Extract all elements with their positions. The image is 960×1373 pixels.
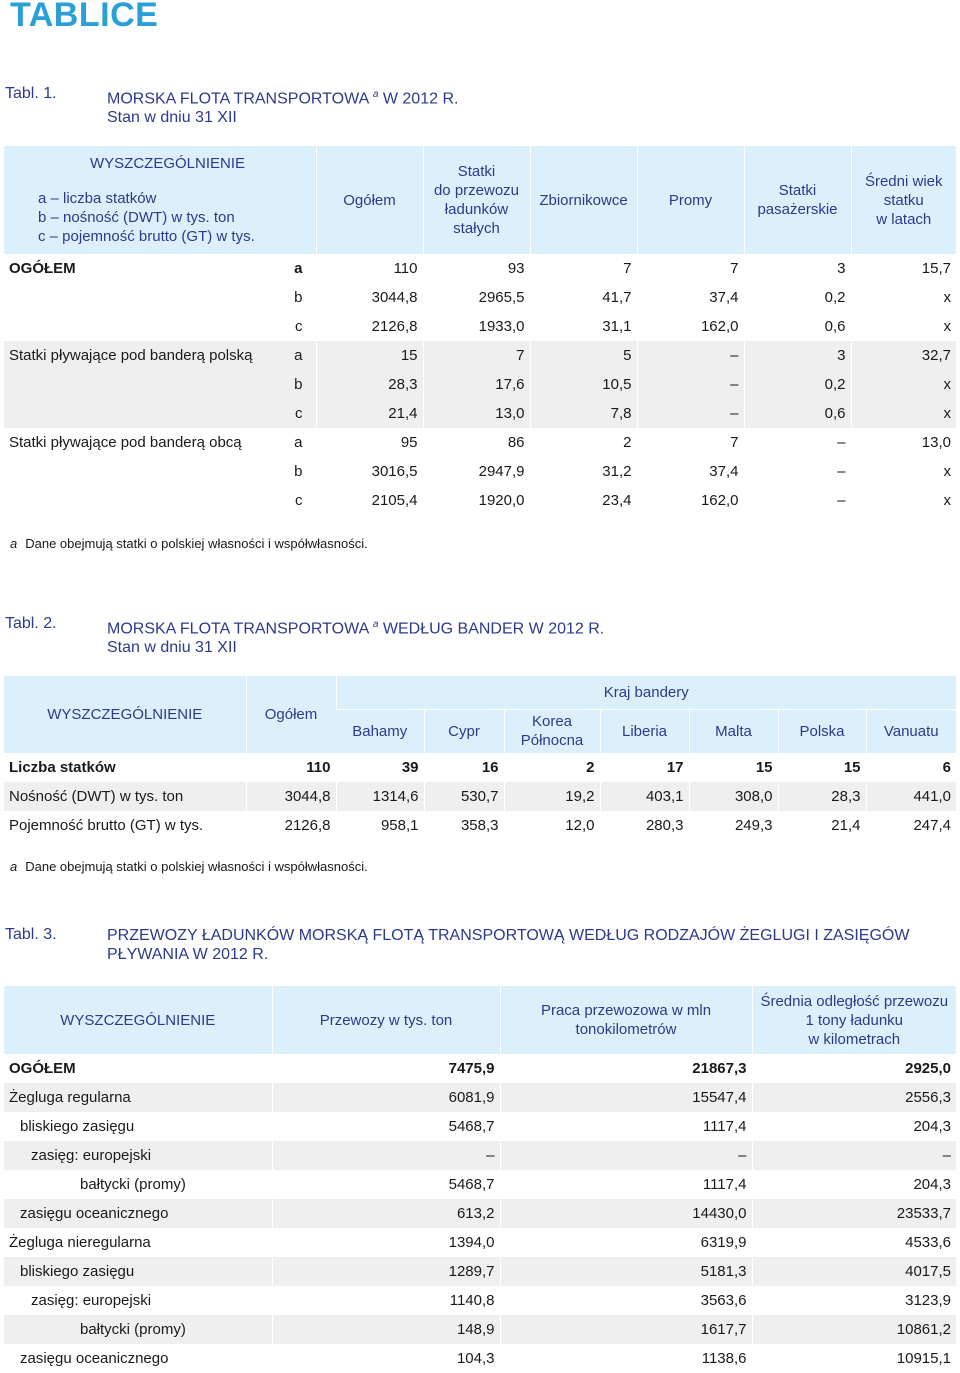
table-cell: 15 xyxy=(689,753,778,782)
table-cell: 86 xyxy=(423,428,530,457)
table-cell: 247,4 xyxy=(866,811,956,840)
table-cell: x xyxy=(851,457,956,486)
table-row xyxy=(4,486,956,515)
header-pasazerskie xyxy=(744,146,851,254)
row-key: a xyxy=(294,434,303,451)
row-label xyxy=(4,428,316,457)
header-wiek-l2: statku xyxy=(883,191,924,209)
table-cell: 17,6 xyxy=(423,370,530,399)
table-row xyxy=(4,1112,956,1141)
table1-body xyxy=(4,254,956,515)
header-statki-l1: Statki xyxy=(457,163,496,180)
row-label: bałtycki (promy) xyxy=(80,1176,186,1193)
table-row xyxy=(4,370,956,399)
table3-number: Tabl. 3. xyxy=(5,926,57,943)
table-cell: 16 xyxy=(424,753,504,782)
table-cell: 13,0 xyxy=(423,399,530,428)
table2-header-label: WYSZCZEGÓLNIENIE xyxy=(4,676,246,753)
table-cell: 280,3 xyxy=(600,811,689,840)
table-cell: 28,3 xyxy=(778,782,866,811)
row-label-text: Statki pływające pod banderą polską xyxy=(9,347,253,364)
row-label: bliskiego zasięgu xyxy=(4,1257,272,1286)
table-cell: 2947,9 xyxy=(423,457,530,486)
table-cell: 1117,4 xyxy=(500,1112,752,1141)
table-row xyxy=(4,753,956,782)
table-cell: 204,3 xyxy=(752,1112,956,1141)
row-label: zasięgu oceanicznego xyxy=(20,1350,169,1367)
row-key: b xyxy=(294,463,303,480)
row-label xyxy=(4,486,316,515)
table-cell: – xyxy=(744,457,851,486)
row-key: c xyxy=(295,318,303,335)
row-label: Żegluga regularna xyxy=(4,1083,272,1112)
table-cell: 7475,9 xyxy=(272,1054,500,1083)
table-cell: 162,0 xyxy=(637,312,744,341)
table-cell: 2 xyxy=(504,753,600,782)
table-cell: 39 xyxy=(336,753,424,782)
table-cell: 3 xyxy=(744,254,851,283)
table3-body xyxy=(4,1054,956,1373)
table-cell: 10915,1 xyxy=(752,1344,956,1373)
table-cell: 2 xyxy=(530,428,637,457)
footnote-mark: a xyxy=(10,859,18,874)
header-pas-l2: pasażerskie xyxy=(757,201,838,218)
table-cell: 14430,0 xyxy=(500,1199,752,1228)
legend-c: c – pojemność brutto (GT) w tys. xyxy=(38,228,255,245)
table-cell: 31,1 xyxy=(530,312,637,341)
table-row xyxy=(4,1199,956,1228)
row-label: Liczba statków xyxy=(9,759,116,776)
table-cell: 12,0 xyxy=(504,811,600,840)
row-label xyxy=(4,312,316,341)
table-cell: 5468,7 xyxy=(272,1170,500,1199)
header-sredni-wiek xyxy=(851,146,956,254)
table2-subtitle: Stan w dniu 31 XII xyxy=(107,639,237,657)
footnote-text: Dane obejmują statki o polskiej własności i współwłasności. xyxy=(25,536,368,551)
table-cell: 10861,2 xyxy=(752,1315,956,1344)
table-cell: 0,6 xyxy=(744,312,851,341)
table-cell: 31,2 xyxy=(530,457,637,486)
table-cell: 958,1 xyxy=(336,811,424,840)
row-label: zasięg: europejski xyxy=(31,1292,152,1309)
footnote-mark: a xyxy=(10,536,18,551)
table2-number: Tabl. 2. xyxy=(5,615,57,632)
table-cell: 21,4 xyxy=(316,399,423,428)
row-label xyxy=(4,457,316,486)
table-cell: 28,3 xyxy=(316,370,423,399)
table-cell: 0,2 xyxy=(744,283,851,312)
table-cell: 1138,6 xyxy=(500,1344,752,1373)
table-cell: 15 xyxy=(778,753,866,782)
table-cell: – xyxy=(637,341,744,370)
table3-title xyxy=(107,926,947,964)
table-row xyxy=(4,1344,956,1373)
table2-header-kraj: Kraj bandery xyxy=(336,676,956,709)
footnote-text: Dane obejmują statki o polskiej własności i współwłasności. xyxy=(25,859,368,874)
table-cell: 37,4 xyxy=(637,457,744,486)
table-row xyxy=(4,811,956,840)
table-row xyxy=(4,1228,956,1257)
table-cell: 23,4 xyxy=(530,486,637,515)
table-cell: 3 xyxy=(744,341,851,370)
row-label xyxy=(4,399,316,428)
row-key: b xyxy=(294,289,303,306)
table-cell: 6081,9 xyxy=(272,1083,500,1112)
table-cell: 17 xyxy=(600,753,689,782)
table-row xyxy=(4,782,956,811)
table-cell: 15 xyxy=(316,341,423,370)
table2-header-row1 xyxy=(4,676,956,709)
table-cell: 358,3 xyxy=(424,811,504,840)
table-cell: 41,7 xyxy=(530,283,637,312)
table-cell: 6319,9 xyxy=(500,1228,752,1257)
table-cell: x xyxy=(851,283,956,312)
table-cell: 7,8 xyxy=(530,399,637,428)
row-label: bliskiego zasięgu xyxy=(20,1118,135,1135)
table-row xyxy=(4,1286,956,1315)
row-label xyxy=(4,283,316,312)
header-promy: Promy xyxy=(637,146,744,254)
table-cell: – xyxy=(637,399,744,428)
row-key: b xyxy=(294,376,303,393)
table-cell: 5468,7 xyxy=(272,1112,500,1141)
table2-title xyxy=(107,615,947,657)
row-label: zasięgu oceanicznego xyxy=(4,1199,272,1228)
header-country: Korea Północna xyxy=(504,709,600,753)
table1-title-end: W 2012 R. xyxy=(382,90,459,108)
table-cell: – xyxy=(744,428,851,457)
table-row xyxy=(4,457,956,486)
table-cell: 3044,8 xyxy=(246,782,336,811)
table-cell: 1314,6 xyxy=(336,782,424,811)
header-country: Malta xyxy=(689,709,778,753)
table-cell: 308,0 xyxy=(689,782,778,811)
table-cell: 37,4 xyxy=(637,283,744,312)
table-cell: – xyxy=(752,1141,956,1170)
table1 xyxy=(4,146,956,515)
table-cell: x xyxy=(851,486,956,515)
header-zbiornikowce: Zbiornikowce xyxy=(530,146,637,254)
table-cell: 2965,5 xyxy=(423,283,530,312)
table-cell: 104,3 xyxy=(272,1344,500,1373)
table-cell: 21,4 xyxy=(778,811,866,840)
table-cell: 3563,6 xyxy=(500,1286,752,1315)
row-key: c xyxy=(295,492,303,509)
table-cell: 32,7 xyxy=(851,341,956,370)
table1-header-label xyxy=(4,146,316,254)
table-cell: 1933,0 xyxy=(423,312,530,341)
row-label: Nośność (DWT) w tys. ton xyxy=(4,782,246,811)
table-row xyxy=(4,312,956,341)
row-label xyxy=(4,254,316,283)
table-row xyxy=(4,1054,956,1083)
table-cell: 7 xyxy=(423,341,530,370)
table-cell: 110 xyxy=(316,254,423,283)
table-row xyxy=(4,428,956,457)
table-cell: 95 xyxy=(316,428,423,457)
row-label xyxy=(4,341,316,370)
table-cell: 4017,5 xyxy=(752,1257,956,1286)
table2-title-end: WEDŁUG BANDER W 2012 R. xyxy=(382,620,605,638)
table3-title-line1: PRZEWOZY ŁADUNKÓW MORSKĄ FLOTĄ TRANSPORTOWĄ WEDŁUG RODZAJÓW ŻEGLUGI I ZASIĘGÓW xyxy=(107,927,910,944)
table2-title-main: MORSKA FLOTA TRANSPORTOWA xyxy=(107,620,369,638)
table-cell: 3044,8 xyxy=(316,283,423,312)
table3-header-odleglosc xyxy=(752,986,956,1054)
table-row xyxy=(4,1257,956,1286)
table-cell: 2925,0 xyxy=(752,1054,956,1083)
table1-title-main: MORSKA FLOTA TRANSPORTOWA xyxy=(107,90,369,108)
table-cell: 19,2 xyxy=(504,782,600,811)
row-label-text: Statki pływające pod banderą obcą xyxy=(9,434,242,451)
table-cell: 3016,5 xyxy=(316,457,423,486)
table-cell: 6 xyxy=(866,753,956,782)
table-cell: 1289,7 xyxy=(272,1257,500,1286)
table-cell: 162,0 xyxy=(637,486,744,515)
table-cell: 21867,3 xyxy=(500,1054,752,1083)
table-row xyxy=(4,283,956,312)
table2-body xyxy=(4,753,956,840)
table2-footnote xyxy=(10,859,368,874)
table3 xyxy=(4,986,956,1373)
legend-a: a – liczba statków xyxy=(38,190,157,207)
table-cell: 2556,3 xyxy=(752,1083,956,1112)
table-cell: 1920,0 xyxy=(423,486,530,515)
table-cell: 10,5 xyxy=(530,370,637,399)
table-row xyxy=(4,1141,956,1170)
header-country: Polska xyxy=(778,709,866,753)
table-cell: – xyxy=(637,370,744,399)
table-cell: – xyxy=(500,1141,752,1170)
header-country: Bahamy xyxy=(336,709,424,753)
table-cell: 1140,8 xyxy=(272,1286,500,1315)
table-cell: 403,1 xyxy=(600,782,689,811)
header-wiek-l1: Średni wiek xyxy=(864,172,943,190)
table-row xyxy=(4,1083,956,1112)
table-cell: x xyxy=(851,399,956,428)
table-cell: 249,3 xyxy=(689,811,778,840)
row-label: bałtycki (promy) xyxy=(4,1315,272,1344)
table-cell: 2126,8 xyxy=(246,811,336,840)
table-cell: x xyxy=(851,312,956,341)
table-cell: 613,2 xyxy=(272,1199,500,1228)
table3-header-przewozy: Przewozy w tys. ton xyxy=(272,986,500,1054)
table-cell: 148,9 xyxy=(272,1315,500,1344)
table-cell: 7 xyxy=(637,428,744,457)
table3-header-praca xyxy=(500,986,752,1054)
row-label-text: OGÓŁEM xyxy=(9,260,76,277)
table1-number: Tabl. 1. xyxy=(5,85,57,102)
table-cell: 15,7 xyxy=(851,254,956,283)
table-cell: 204,3 xyxy=(752,1170,956,1199)
row-label xyxy=(4,370,316,399)
header-statki-l2: do przewozu xyxy=(433,182,520,199)
table1-subtitle: Stan w dniu 31 XII xyxy=(107,109,237,127)
table3-header-row xyxy=(4,986,956,1054)
table-row xyxy=(4,254,956,283)
table-row xyxy=(4,341,956,370)
header-odl-l2: 1 tony ładunku xyxy=(805,1011,904,1029)
table1-title-sup: a xyxy=(372,89,379,100)
table2-header-ogolem: Ogółem xyxy=(246,676,336,753)
table-cell: 13,0 xyxy=(851,428,956,457)
table-cell: 0,2 xyxy=(744,370,851,399)
row-key: a xyxy=(294,347,303,364)
row-key: c xyxy=(295,405,303,422)
table-cell: – xyxy=(272,1141,500,1170)
table3-title-line2: PŁYWANIA W 2012 R. xyxy=(107,946,269,963)
header-wyszczegolnienie: WYSZCZEGÓLNIENIE xyxy=(90,155,246,172)
table-cell: 3123,9 xyxy=(752,1286,956,1315)
table-cell: 7 xyxy=(637,254,744,283)
table3-header-label: WYSZCZEGÓLNIENIE xyxy=(4,986,272,1054)
table-cell: 15547,4 xyxy=(500,1083,752,1112)
table-cell: – xyxy=(744,486,851,515)
table-row xyxy=(4,399,956,428)
row-label: Żegluga nieregularna xyxy=(9,1234,151,1251)
row-key: a xyxy=(294,260,303,277)
page-title: TABLICE xyxy=(10,0,159,34)
header-wiek-l3: w latach xyxy=(876,210,932,228)
header-country: Vanuatu xyxy=(866,709,956,753)
table-cell: 23533,7 xyxy=(752,1199,956,1228)
header-odl-l1: Średnia odległość przewozu xyxy=(760,992,949,1010)
table-cell: 441,0 xyxy=(866,782,956,811)
table-cell: 1117,4 xyxy=(500,1170,752,1199)
table-row xyxy=(4,1315,956,1344)
header-statki-stalych xyxy=(423,146,530,254)
row-label: zasięg: europejski xyxy=(4,1141,272,1170)
header-odl-l3: w kilometrach xyxy=(808,1030,901,1048)
table-cell: x xyxy=(851,370,956,399)
table-cell: 2105,4 xyxy=(316,486,423,515)
table-cell: 1394,0 xyxy=(272,1228,500,1257)
table-cell: 2126,8 xyxy=(316,312,423,341)
table-cell: 110 xyxy=(246,753,336,782)
table2 xyxy=(4,676,956,840)
legend-b: b – nośność (DWT) w tys. ton xyxy=(38,209,235,226)
header-praca-l1: Praca przewozowa w mln xyxy=(540,1002,712,1019)
header-pas-l1: Statki xyxy=(778,182,817,199)
table-cell: 93 xyxy=(423,254,530,283)
table-cell: 5 xyxy=(530,341,637,370)
table1-title xyxy=(107,85,947,127)
table-cell: 1617,7 xyxy=(500,1315,752,1344)
table-cell: 5181,3 xyxy=(500,1257,752,1286)
row-label: Pojemność brutto (GT) w tys. xyxy=(9,817,204,834)
table1-header-row xyxy=(4,146,956,254)
table2-title-sup: a xyxy=(372,619,379,630)
header-statki-l4: stałych xyxy=(453,220,500,237)
table-cell: 7 xyxy=(530,254,637,283)
table-cell: 530,7 xyxy=(424,782,504,811)
table1-footnote xyxy=(10,536,368,551)
header-ogolem: Ogółem xyxy=(316,146,423,254)
header-praca-l2: tonokilometrów xyxy=(575,1021,677,1038)
table-row xyxy=(4,1170,956,1199)
table-cell: 4533,6 xyxy=(752,1228,956,1257)
header-country: Liberia xyxy=(600,709,689,753)
table-cell: 0,6 xyxy=(744,399,851,428)
header-statki-l3: ładunków xyxy=(444,201,509,218)
header-country: Cypr xyxy=(424,709,504,753)
row-label: OGÓŁEM xyxy=(9,1060,76,1077)
